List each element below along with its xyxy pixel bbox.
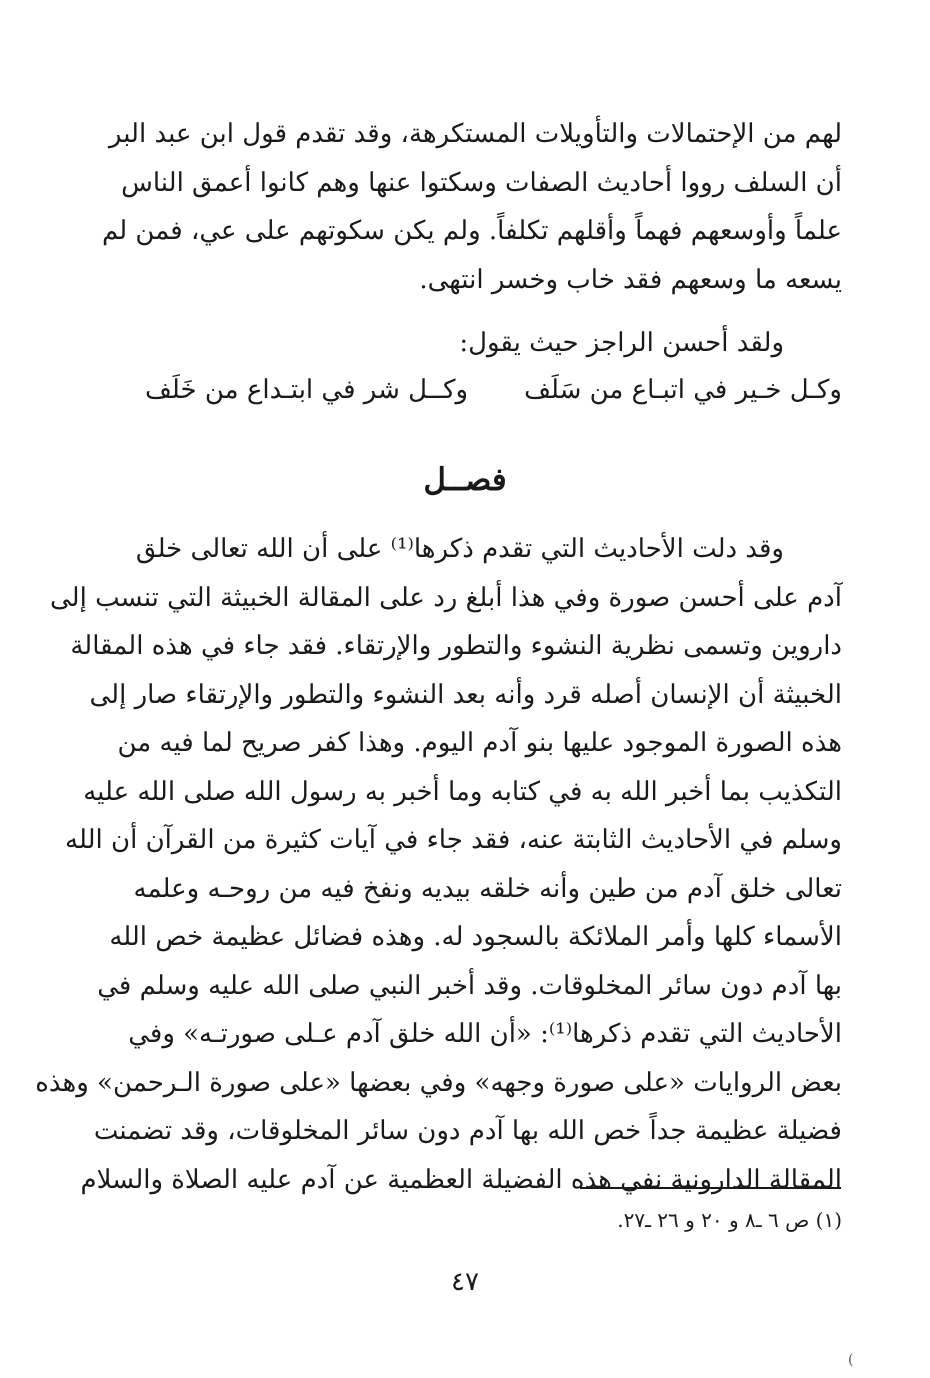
footnote-divider <box>580 1187 841 1189</box>
text-line: المقالة الدارونية نفي هذه الفضيلة العظمية عن آدم عليه الصلاة والسلام <box>80 1164 842 1195</box>
section-heading: فصــل <box>423 462 507 498</box>
top-paragraph <box>101 110 842 368</box>
text-line: لهم من الإحتمالات والتأويلات المستكرهة، وقد تقدم قول ابن عبد البر <box>108 119 842 149</box>
text-line: هذه الصورة الموجود عليها بنو آدم اليوم. وهذا كفر صريح لما فيه من <box>117 728 842 758</box>
text-line: الأسماء كلها وأمر الملائكة بالسجود له. وهذه فضائل عظيمة خص الله <box>109 922 842 952</box>
footnote: (١) ص ٦ ـ٨ و ٢٠ و ٢٦ ـ٢٧. <box>617 1208 842 1232</box>
text-line: بها آدم دون سائر المخلوقات. وقد أخبر النبي صلى الله عليه وسلم في <box>97 970 842 1001</box>
corner-mark: ( <box>848 1352 854 1368</box>
text-line: أن السلف رووا أحاديث الصفات وسكتوا عنها وهم كانوا أعمق الناس <box>121 167 842 198</box>
text-line: وقد دلت الأحاديث التي تقدم ذكرها⁽¹⁾ على أن الله تعالى خلق <box>135 534 784 564</box>
verse-second-hemistich: وكــل شر في ابتـداع من خَلَف <box>145 375 469 405</box>
text-line: فضيلة عظيمة جداً خص الله بها آدم دون سائر المخلوقات، وقد تضمنت <box>93 1116 842 1146</box>
main-paragraph <box>35 525 842 1204</box>
text-line: تعالى خلق آدم من طين وأنه خلقه بيديه ونفخ فيه من روحـه وعلمه <box>133 873 842 904</box>
text-line: وسلم في الأحاديث الثابتة عنه، فقد جاء في آيات كثيرة من القرآن أن الله <box>65 825 842 855</box>
page-number: ٤٧ <box>451 1267 479 1297</box>
text-line: آدم على أحسن صورة وفي هذا أبلغ رد على المقالة الخبيثة التي تنسب إلى <box>50 582 842 613</box>
text-line: الخبيثة أن الإنسان أصله قرد وأنه بعد النشوء والتطور والإرتقاء صار إلى <box>89 679 842 710</box>
poem-verse <box>145 365 842 415</box>
text-line: الأحاديث التي تقدم ذكرها⁽¹⁾: «أن الله خلق آدم عـلى صورتـه» وفي <box>128 1019 842 1049</box>
verse-first-hemistich: وكـل خـير في اتبـاع من سَلَف <box>524 375 842 405</box>
text-line: داروين وتسمى نظرية النشوء والتطور والإرتقاء. فقد جاء في هذه المقالة <box>70 631 842 661</box>
verse-intro: ولقد أحسن الراجز حيث يقول: <box>459 328 784 358</box>
text-line: بعض الروايات «على صورة وجهه» وفي بعضها «على صورة الـرحمن» وهذه <box>35 1067 842 1098</box>
text-line: علماً وأوسعهم فهماً وأقلهم تكلفاً. ولم يكن سكوتهم على عي، فمن لم <box>101 216 842 246</box>
text-line: يسعه ما وسعهم فقد خاب وخسر انتهى. <box>419 264 842 295</box>
text-line: التكذيب بما أخبر الله به في كتابه وما أخبر به رسول الله صلى الله عليه <box>83 776 842 807</box>
